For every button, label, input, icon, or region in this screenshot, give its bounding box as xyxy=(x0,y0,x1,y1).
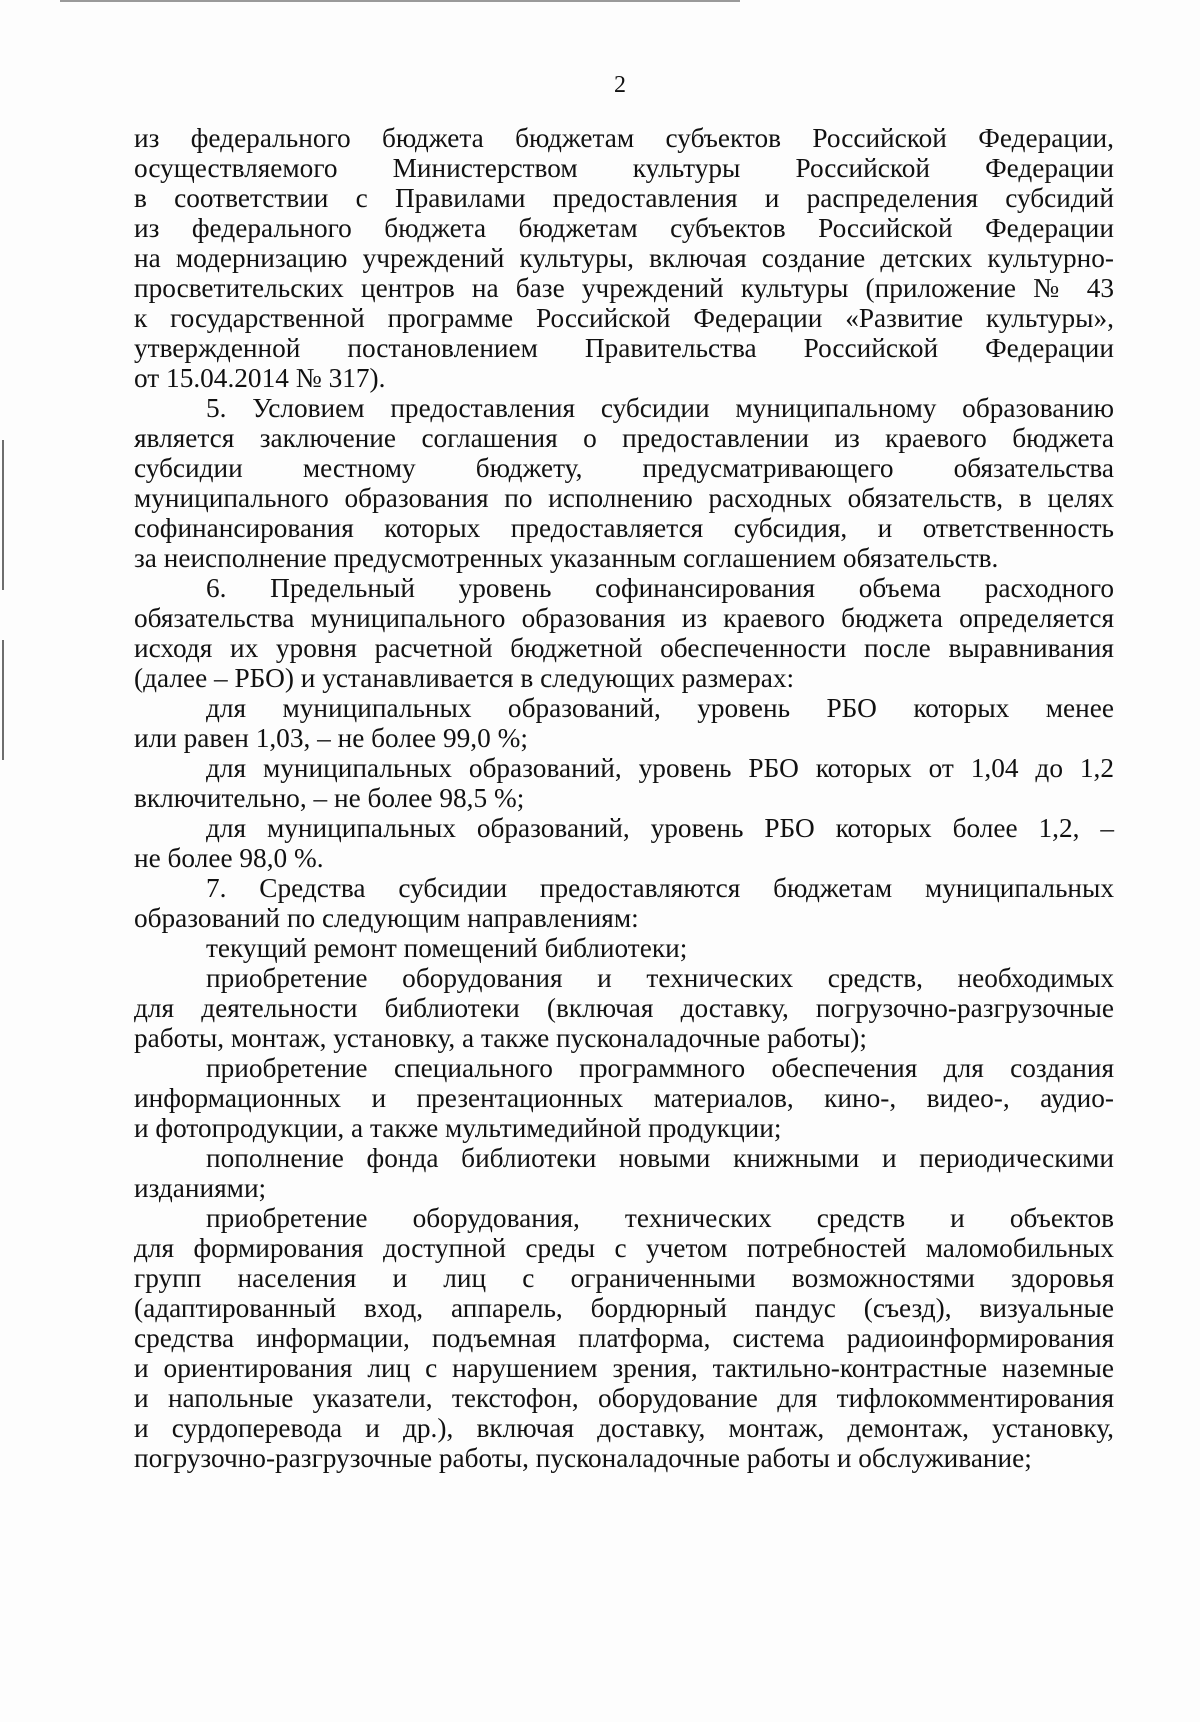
text-line: включительно, – не более 98,5 %; xyxy=(134,783,525,813)
text-line: и фотопродукции, а также мультимедийной продукции; xyxy=(134,1113,782,1143)
text-line: (адаптированный вход, аппарель, бордюрный пандус (съезд), визуальные xyxy=(134,1293,1114,1323)
text-line: приобретение оборудования, технических средств и объектов xyxy=(206,1203,1114,1233)
text-line: работы, монтаж, установку, а также пусконаладочные работы); xyxy=(134,1023,867,1053)
text-line: информационных и презентационных материалов, кино-, видео-, аудио- xyxy=(134,1083,1114,1113)
text-line: обязательства муниципального образования из краевого бюджета определяется xyxy=(134,603,1114,633)
text-line: в соответствии с Правилами предоставления и распределения субсидий xyxy=(134,183,1114,213)
text-line: для деятельности библиотеки (включая доставку, погрузочно-разгрузочные xyxy=(134,993,1114,1023)
document-body xyxy=(134,123,1114,1473)
text-line: групп населения и лиц с ограниченными возможностями здоровья xyxy=(134,1263,1114,1293)
text-line: для формирования доступной среды с учетом потребностей маломобильных xyxy=(134,1233,1114,1263)
text-line: изданиями; xyxy=(134,1173,267,1203)
text-line: исходя их уровня расчетной бюджетной обеспеченности после выравнивания xyxy=(134,633,1114,663)
text-line: не более 98,0 %. xyxy=(134,843,324,873)
text-line: или равен 1,03, – не более 99,0 %; xyxy=(134,723,528,753)
text-line: приобретение специального программного обеспечения для создания xyxy=(206,1053,1114,1083)
text-line: 7. Средства субсидии предоставляются бюджетам муниципальных xyxy=(206,873,1114,903)
text-line: осуществляемого Министерством культуры Российской Федерации xyxy=(134,153,1114,183)
text-line: и сурдоперевода и др.), включая доставку, монтаж, демонтаж, установку, xyxy=(134,1413,1114,1443)
text-line: от 15.04.2014 № 317). xyxy=(134,363,386,393)
text-line: из федерального бюджета бюджетам субъектов Российской Федерации, xyxy=(134,123,1114,153)
text-line: 6. Предельный уровень софинансирования объема расходного xyxy=(206,573,1114,603)
text-line: за неисполнение предусмотренных указанным соглашением обязательств. xyxy=(134,543,999,573)
scan-left-edge xyxy=(2,440,4,590)
page-number: 2 xyxy=(614,72,626,98)
text-line: муниципального образования по исполнению расходных обязательств, в целях xyxy=(134,483,1114,513)
text-line: 5. Условием предоставления субсидии муниципальному образованию xyxy=(206,393,1114,423)
text-line: субсидии местному бюджету, предусматривающего обязательства xyxy=(134,453,1114,483)
text-line: и ориентирования лиц с нарушением зрения, тактильно-контрастные наземные xyxy=(134,1353,1114,1383)
text-line: является заключение соглашения о предоставлении из краевого бюджета xyxy=(134,423,1114,453)
text-line: из федерального бюджета бюджетам субъектов Российской Федерации xyxy=(134,213,1114,243)
text-line: для муниципальных образований, уровень РБО которых более 1,2, – xyxy=(206,813,1114,843)
text-line: для муниципальных образований, уровень РБО которых менее xyxy=(206,693,1114,723)
text-line: приобретение оборудования и технических средств, необходимых xyxy=(206,963,1114,993)
text-line: пополнение фонда библиотеки новыми книжными и периодическими xyxy=(206,1143,1114,1173)
text-line: просветительских центров на базе учреждений культуры (приложение № 43 xyxy=(134,273,1114,303)
text-line: для муниципальных образований, уровень РБО которых от 1,04 до 1,2 xyxy=(206,753,1114,783)
text-line: образований по следующим направлениям: xyxy=(134,903,639,933)
text-line: средства информации, подъемная платформа, система радиоинформирования xyxy=(134,1323,1114,1353)
text-line: на модернизацию учреждений культуры, включая создание детских культурно- xyxy=(134,243,1114,273)
text-line: к государственной программе Российской Федерации «Развитие культуры», xyxy=(134,303,1114,333)
text-line: погрузочно-разгрузочные работы, пусконаладочные работы и обслуживание; xyxy=(134,1443,1032,1473)
text-line: утвержденной постановлением Правительства Российской Федерации xyxy=(134,333,1114,363)
text-line: и напольные указатели, текстофон, оборудование для тифлокомментирования xyxy=(134,1383,1114,1413)
text-line: текущий ремонт помещений библиотеки; xyxy=(206,933,688,963)
scan-left-edge xyxy=(2,640,4,760)
text-line: софинансирования которых предоставляется субсидия, и ответственность xyxy=(134,513,1114,543)
text-line: (далее – РБО) и устанавливается в следующих размерах: xyxy=(134,663,795,693)
scan-top-edge xyxy=(60,0,740,2)
